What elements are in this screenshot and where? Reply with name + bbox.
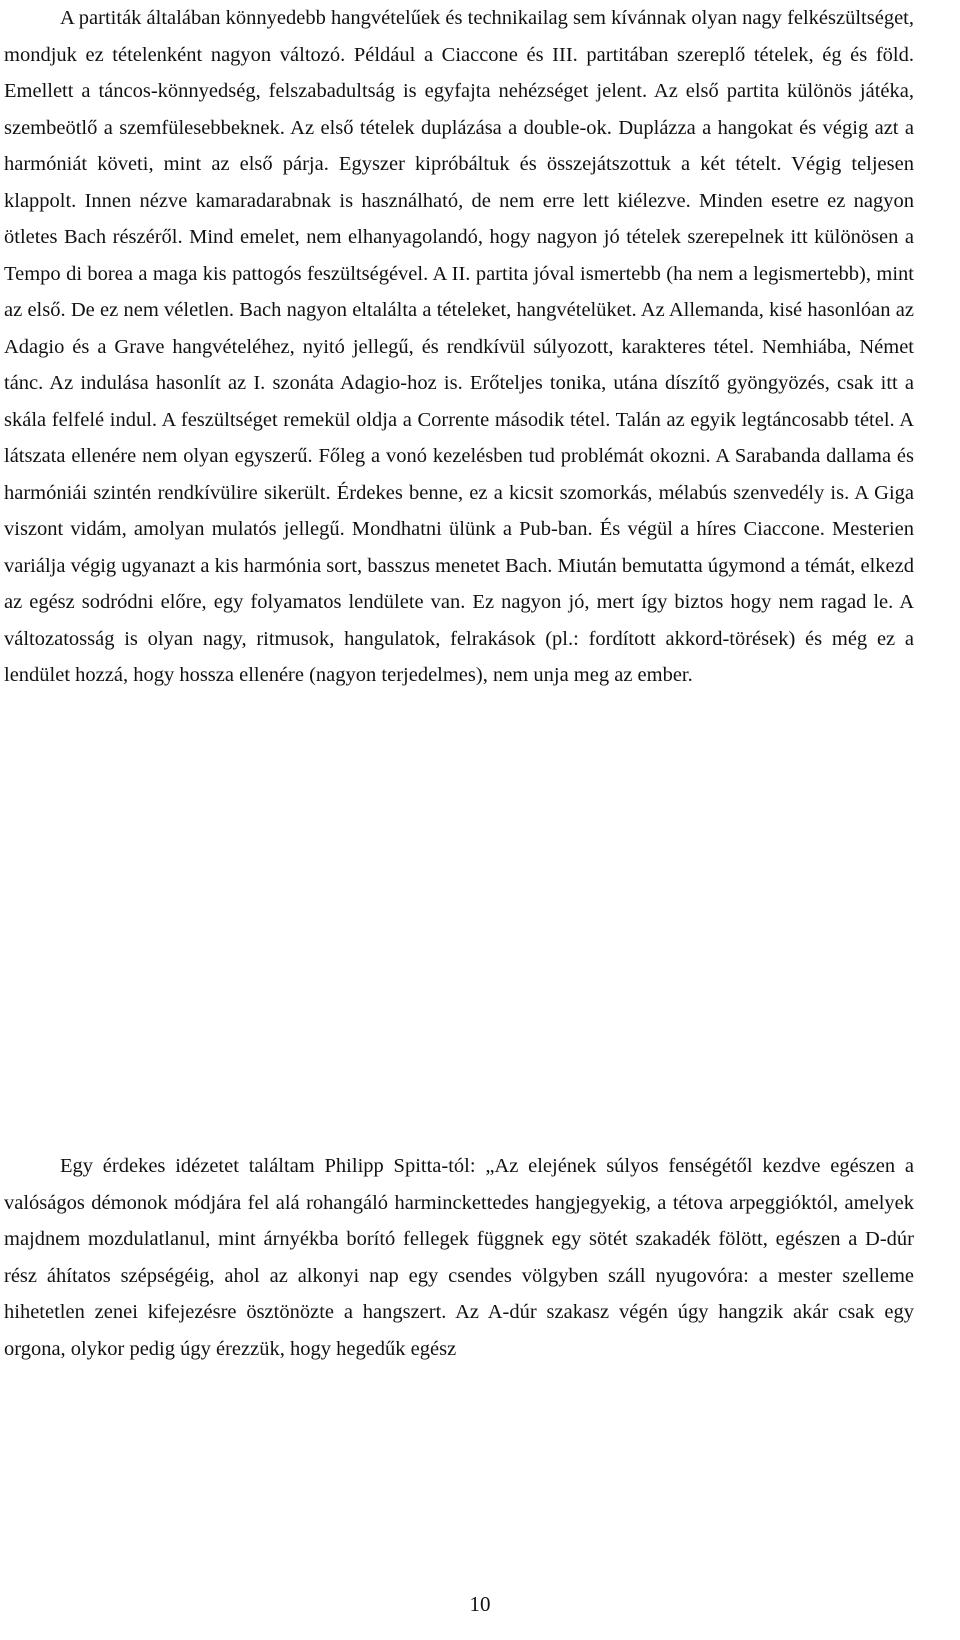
body-paragraph-partitas: A partiták általában könnyedebb hangvételűek és technikailag sem kívánnak olyan nagy felkészültséget, mondjuk ez tételenként nagyon változó. Például a Ciaccone és III. partitában szereplő tételek, ég és föld. Emellett a táncos-könnyedség, felszabadultság is egyfajta nehézséget jelent. Az első partita különös játéka, szembeötlő a szemfülesebbeknek. Az első tételek duplázása a double-ok. Duplázza a hangokat és végig azt a harmóniát követi, mint az első párja. Egyszer kipróbáltuk és összejátszottuk a két tételt. Végig teljesen klappolt. Innen nézve kamaradarabnak is használható, de nem erre lett kiélezve. Minden esetre ez nagyon ötletes Bach részéről. Mind emelet, nem elhanyagolandó, hogy nagyon jó tételek szerepelnek itt különösen a Tempo di borea a maga kis pattogós feszültségével. A II. partita jóval ismertebb (ha nem a legismertebb), mint az első. De ez nem véletlen. Bach nagyon eltalálta a tételeket, hangvételüket. Az Allemanda, kisé hasonlóan az Adagio és a Grave hangvételéhez, nyitó jellegű, és rendkívül súlyozott, karakteres tétel. Nemhiába, Német tánc. Az indulása hasonlít az I. szonáta Adagio-hoz is. Erőteljes tonika, utána díszítő gyöngyözés, csak itt a skála felfelé indul. A feszültséget remekül oldja a Corrente második tétel. Talán az egyik legtáncosabb tétel. A látszata ellenére nem olyan egyszerű. Főleg a vonó kezelésben tud problémát okozni. A Sarabanda dallama és harmóniái szintén rendkívülire sikerült. Érdekes benne, ez a kicsit szomorkás, mélabús szenvedély is. A Giga viszont vidám, amolyan mulatós jellegű. Mondhatni ülünk a Pub-ban. És végül a híres Ciaccone. Mesterien variálja végig ugyanazt a kis harmónia sort, basszus menetet Bach. Miután bemutatta úgymond a témát, elkezd az egész sodródni előre, egy folyamatos lendülete van. Ez nagyon jó, mert így biztos hogy nem ragad le. A változatosság is olyan nagy, ritmusok, hangulatok, felrakások (pl.: fordított akkord-törések) és még ez a lendület hozzá, hogy hossza ellenére (nagyon terjedelmes), nem unja meg az ember. [4, 7, 914, 686]
page-number: 10 [469, 1592, 491, 1616]
body-paragraph-spitta-quote: Egy érdekes idézetet találtam Philipp Spitta-tól: „Az elejének súlyos fenségétől kezdve egészen a valóságos démonok módjára fel alá rohangáló harminckettedes hangjegyekig, a tétova arpeggióktól, amelyek majdnem mozdulatlanul, mint árnyékba borító fellegek függnek egy sötét szakadék fölött, egészen a D-dúr rész áhítatos szépségéig, ahol az alkonyi nap egy csendes völgyben száll nyugovóra: a mester szelleme hihetetlen zenei kifejezésre ösztönözte a hangszert. Az A-dúr szakasz végén úgy hangzik akár csak egy orgona, olykor pedig úgy érezzük, hogy hegedűk egész [4, 1155, 914, 1360]
